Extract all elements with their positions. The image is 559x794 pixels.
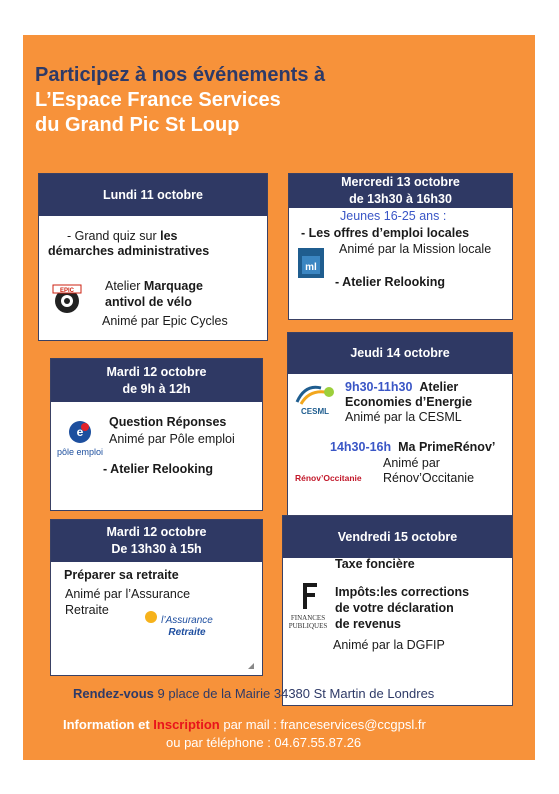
event-header: [51, 359, 262, 403]
animateur-text: Animé par Epic Cycles: [102, 314, 228, 328]
footer-rendez-vous: Rendez-vous 9 place de la Mairie 34380 St Martin de Londres: [73, 686, 435, 701]
event-header: [39, 174, 267, 217]
event-date: Mardi 12 octobre: [106, 525, 207, 539]
offres-title: - Les offres d’emploi locales: [301, 226, 470, 240]
animateur-text-1: Animé par la CESML: [345, 410, 462, 424]
pole-emploi-logo-icon: [54, 419, 106, 459]
primerenov-line: 14h30-16h Ma PrimeRénov’: [330, 440, 496, 454]
quiz-line-1: - Grand quiz sur les: [67, 229, 178, 243]
event-card-mardi-matin: [50, 358, 263, 511]
assurance-logo-line-2: Retraite: [168, 627, 206, 638]
finances-publiques-logo-icon: [285, 579, 331, 631]
event-body: [283, 559, 512, 706]
atelier1-line-1: 9h30-11h30 Atelier: [345, 380, 459, 394]
ml-logo-text: ml: [305, 262, 317, 273]
impots-line-1: Impôts:les corrections: [335, 585, 470, 599]
audience-text: Jeunes 16-25 ans :: [340, 209, 447, 223]
event-body: [39, 217, 267, 341]
cesml-logo-text: CESML: [301, 407, 329, 416]
animateur-text: Animé par la Mission locale: [339, 242, 492, 256]
event-header: [289, 174, 512, 209]
animateur-text-2b: Rénov’Occitanie: [383, 471, 475, 485]
event-card-vendredi: [282, 515, 513, 706]
event-card-mardi-apres-midi: [50, 519, 263, 676]
event-date: Mardi 12 octobre: [106, 364, 207, 379]
assurance-retraite-logo-icon: [141, 607, 225, 641]
atelier1-line-2: Economies d’Energie: [345, 395, 473, 409]
renov-logo-text: Rénov’Occitanie: [295, 473, 362, 483]
event-header: [283, 516, 512, 559]
title-line-3: du Grand Pic St Loup: [35, 114, 240, 136]
cesml-logo-icon: [291, 382, 341, 420]
title-line-1: Participez à nos événements à: [35, 64, 326, 86]
page-title: [35, 63, 325, 138]
mission-locale-logo-icon: [298, 248, 324, 278]
impots-line-3: de revenus: [335, 617, 402, 631]
animateur-text-1: Animé par l’Assurance: [65, 587, 191, 601]
poster-background: [23, 35, 535, 760]
event-card-mercredi: [288, 173, 513, 320]
pole-emploi-logo-text: pôle emploi: [56, 447, 104, 457]
assurance-logo-line-1: l’Assurance: [161, 615, 213, 626]
event-header: [288, 333, 512, 375]
event-card-jeudi: [287, 332, 513, 537]
event-time: De 13h30 à 15h: [111, 542, 202, 556]
qr-title: Question Réponses: [109, 415, 227, 429]
event-time: de 13h30 à 16h30: [349, 192, 452, 206]
animateur-text-2: Retraite: [65, 603, 109, 617]
event-body: [289, 209, 512, 320]
impots-line-2: de votre déclaration: [335, 601, 454, 615]
event-card-lundi: [38, 173, 268, 341]
resize-handle-icon: [248, 658, 254, 664]
retraite-title: Préparer sa retraite: [64, 568, 179, 582]
epic-logo-text: EPIC: [59, 288, 75, 294]
atelier-line-2: antivol de vélo: [105, 295, 192, 309]
event-body: [51, 563, 262, 676]
animateur-text-2a: Animé par: [383, 456, 440, 470]
footer-information: Information et Inscription par mail : franceservices@ccgpsl.fr: [63, 717, 426, 732]
event-date: Jeudi 14 octobre: [350, 346, 450, 360]
event-time: de 9h à 12h: [122, 381, 191, 396]
event-header: [51, 520, 262, 563]
footer-telephone: ou par téléphone : 04.67.55.87.26: [166, 735, 362, 750]
epic-cycles-logo-icon: [47, 279, 87, 319]
event-body: [51, 403, 262, 511]
finances-logo-line-1: FINANCES: [290, 614, 326, 622]
atelier-line-1: Atelier Marquage: [105, 279, 203, 293]
renov-occitanie-logo-icon: [293, 468, 363, 486]
svg-text:e: e: [76, 425, 84, 439]
event-body: [288, 375, 512, 537]
event-date: Lundi 11 octobre: [102, 187, 203, 202]
relooking-text: - Atelier Relooking: [335, 275, 445, 289]
event-date: Mercredi 13 octobre: [341, 175, 460, 189]
finances-logo-line-2: PUBLIQUES: [288, 622, 328, 630]
title-line-2: L’Espace France Services: [35, 89, 281, 111]
quiz-line-2: démarches administratives: [48, 244, 210, 258]
animateur-text: Animé par Pôle emploi: [109, 432, 235, 446]
event-date: Vendredi 15 octobre: [337, 529, 458, 544]
taxe-title: Taxe foncière: [335, 557, 415, 571]
animateur-text: Animé par la DGFIP: [333, 638, 445, 652]
relooking-text: - Atelier Relooking: [103, 462, 213, 476]
